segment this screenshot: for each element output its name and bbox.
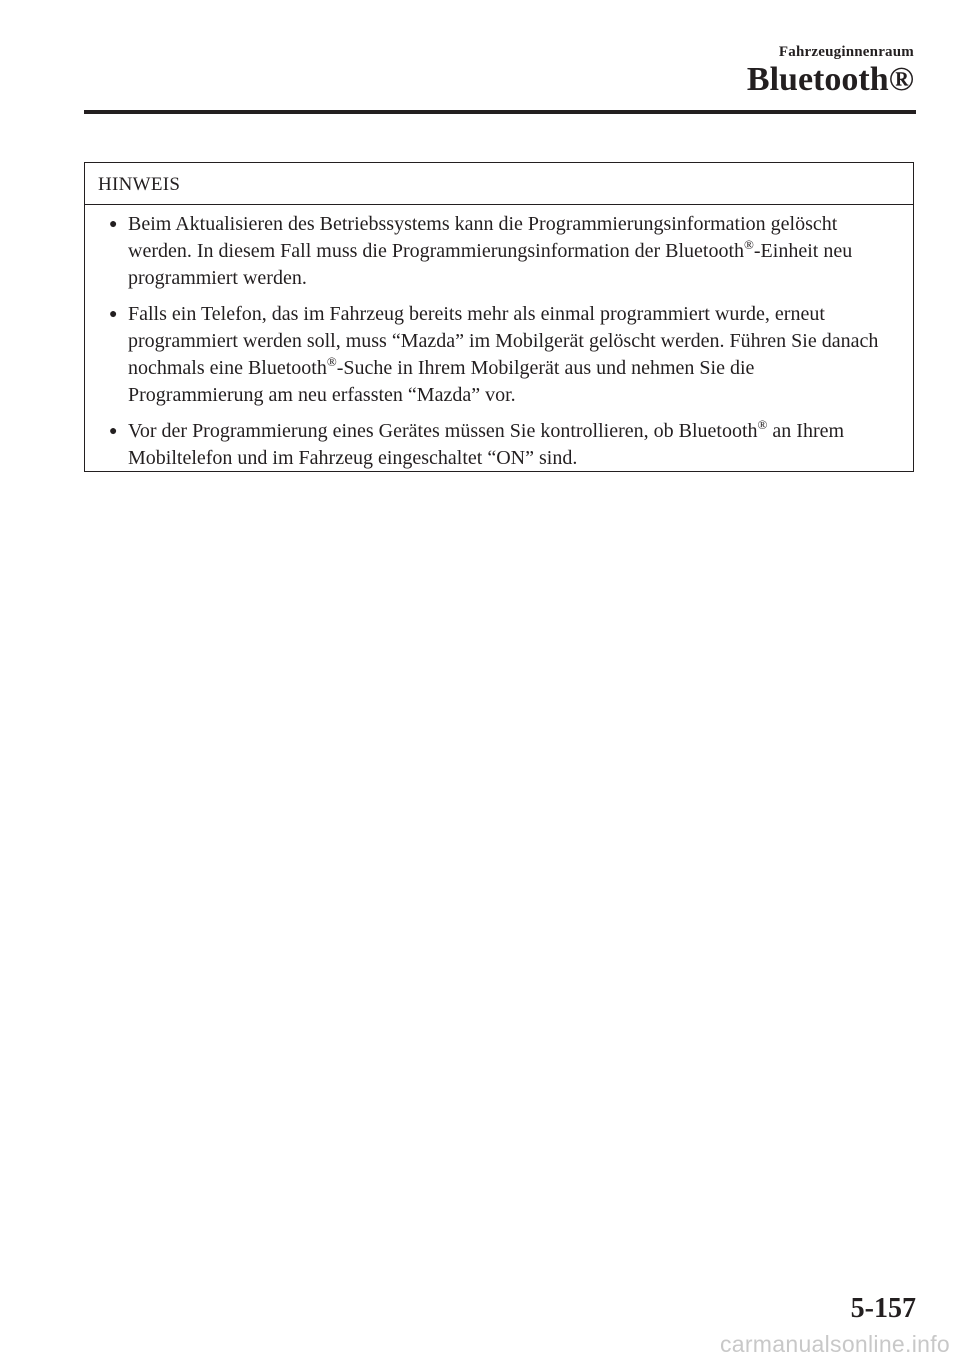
page-number: 5-157 — [850, 1293, 916, 1324]
note-item — [107, 211, 889, 292]
watermark: carmanualsonline.info — [719, 1331, 950, 1357]
note-heading: HINWEIS — [85, 163, 913, 205]
bullet-icon: ● — [109, 217, 118, 232]
bullet-icon: ● — [109, 307, 118, 322]
registered-mark: ® — [326, 354, 337, 369]
note-list — [85, 205, 913, 472]
note-item — [107, 418, 889, 472]
note-item — [107, 301, 889, 409]
note-text: Falls ein Telefon, das im Fahrzeug bereits mehr als einmal programmiert wurde, erneut programmiert werden soll, muss “Mazda” im Mobilgerät gelöscht werden. Führen Sie danach nochmals eine Bluetooth®-Suche in Ihrem Mobilgerät aus und nehmen Sie die Programmierung am neu erfassten “Mazda” vor. — [128, 303, 879, 406]
registered-mark: ® — [757, 417, 768, 432]
note-text: Vor der Programmierung eines Gerätes müssen Sie kontrollieren, ob Bluetooth® an Ihrem Mobiltelefon und im Fahrzeug eingeschaltet “ON” sind. — [128, 417, 845, 469]
bullet-icon: ● — [109, 424, 118, 439]
registered-mark: ® — [744, 237, 754, 252]
section-title: Bluetooth® — [746, 61, 914, 98]
note-text: Beim Aktualisieren des Betriebssystems kann die Programmierungsinformation gelöscht werden. In diesem Fall muss die Programmierungsinformation der Bluetooth®-Einheit neu programmiert werden. — [128, 213, 853, 289]
header-divider — [84, 110, 916, 114]
note-box — [84, 162, 914, 472]
chapter-title: Fahrzeuginnenraum — [778, 44, 914, 60]
